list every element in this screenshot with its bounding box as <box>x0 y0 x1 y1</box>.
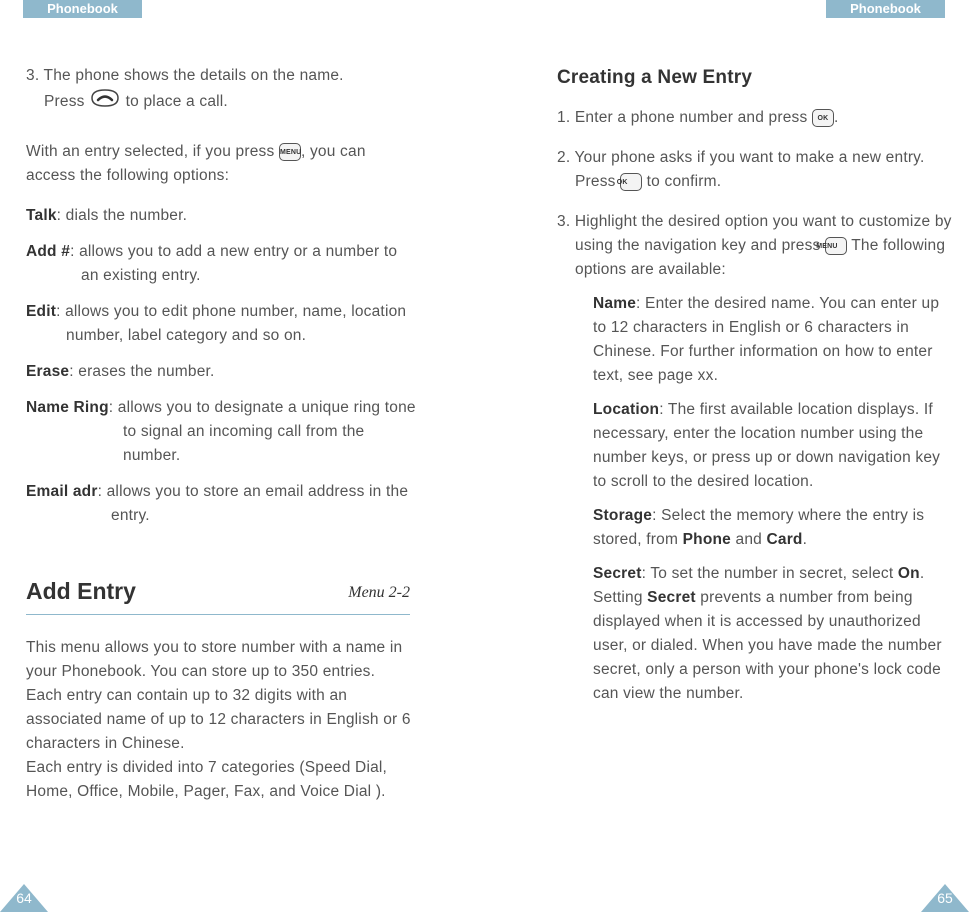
option-term: Add # <box>26 243 71 260</box>
option-desc: : erases the number. <box>69 363 215 380</box>
field-secret <box>593 562 952 706</box>
field-term: Name <box>593 295 637 312</box>
step-3 <box>557 210 952 282</box>
field-location <box>593 398 952 494</box>
left-column <box>26 64 416 528</box>
creating-entry-title: Creating a New Entry <box>557 67 753 88</box>
step-2 <box>557 146 952 194</box>
storage-card-label: Card <box>766 531 803 548</box>
step-2-text: 2. Your phone asks if you want to make a new entry. Press <box>557 149 925 190</box>
option-talk <box>26 204 416 228</box>
page-number-left <box>0 882 48 912</box>
field-term: Location <box>593 401 660 418</box>
option-edit <box>26 300 416 348</box>
page-number-text: 65 <box>937 890 953 906</box>
step-3-line: 3. The phone shows the details on the name. <box>26 67 344 84</box>
step-1-text: 1. Enter a phone number and press <box>557 109 808 126</box>
step-3-text: 3. Highlight the desired option you want to customize by using the navigation key and press <box>557 213 952 254</box>
secret-term-inline: Secret <box>647 589 696 606</box>
option-email <box>26 480 416 528</box>
field-desc: : Enter the desired name. You can enter up to 12 characters in English or 6 characters in Chinese. For further information on how to enter text, see page xx. <box>593 295 940 384</box>
field-desc: : The first available location displays. If necessary, enter the location number using the number keys, or press up or down navigation key to scroll to the desired location. <box>593 401 941 490</box>
field-term: Storage <box>593 507 653 524</box>
option-term: Email adr <box>26 483 98 500</box>
storage-end: . <box>802 531 808 548</box>
field-term: Secret <box>593 565 642 582</box>
add-entry-paragraph-2: Each entry is divided into 7 categories (Speed Dial, Home, Office, Mobile, Pager, Fax, and Voice Dial ). <box>26 759 388 800</box>
page-number-text: 64 <box>16 890 32 906</box>
secret-desc-b: . Setting <box>593 565 925 606</box>
step-1-end: . <box>833 109 839 126</box>
menu-key-icon: MENU <box>279 143 301 161</box>
option-term: Erase <box>26 363 70 380</box>
options-intro-text-b: , you can access the following options: <box>26 143 366 184</box>
field-desc: : Select the memory where the entry is stored, from <box>593 507 925 548</box>
field-desc: : To set the number in secret, select <box>641 565 894 582</box>
step-3-paragraph <box>26 64 416 116</box>
secret-on-label: On <box>897 565 920 582</box>
field-storage <box>593 504 952 552</box>
menu-reference: Menu 2-2 <box>348 584 410 601</box>
step-2-end: to confirm. <box>646 173 722 190</box>
step-3-end: The following options are available: <box>575 237 946 278</box>
option-desc: : allows you to add a new entry or a number to an existing entry. <box>70 243 398 284</box>
option-erase <box>26 360 416 384</box>
option-term: Talk <box>26 207 57 224</box>
step-1 <box>557 106 952 130</box>
header-tab-right: Phonebook <box>826 0 945 18</box>
ok-key-icon: OK <box>812 109 834 127</box>
storage-phone-label: Phone <box>682 531 731 548</box>
send-key-icon <box>89 88 121 116</box>
options-intro-text-a: With an entry selected, if you press <box>26 143 275 160</box>
add-entry-heading <box>26 578 410 615</box>
option-desc: : dials the number. <box>56 207 188 224</box>
right-column <box>557 64 952 706</box>
step-3-press-label: Press <box>44 93 85 111</box>
add-entry-paragraph-1: This menu allows you to store number with a name in your Phonebook. You can store up to 350 entries. Each entry can contain up to 32 digits with an associated name of up to 12 characters in English or 6 characters in Chinese. <box>26 639 411 752</box>
options-intro <box>26 140 416 188</box>
ok-key-icon: OK <box>620 173 642 191</box>
option-desc: : allows you to store an email address in the entry. <box>97 483 409 524</box>
page-number-right <box>921 882 969 912</box>
field-name <box>593 292 952 388</box>
option-term: Edit <box>26 303 57 320</box>
option-desc: : allows you to designate a unique ring tone to signal an incoming call from the number. <box>108 399 416 464</box>
option-add <box>26 240 416 288</box>
add-entry-body <box>26 636 411 804</box>
menu-key-icon: MENU <box>825 237 847 255</box>
field-options <box>557 292 952 706</box>
secret-desc-c: prevents a number from being displayed when it is accessed by unauthorized user, or dialed. When you have made the number secret, only a person with your phone's lock code can view the number. <box>593 589 942 702</box>
section-title: Add Entry <box>26 578 136 604</box>
header-tab-left: Phonebook <box>23 0 142 18</box>
storage-and: and <box>735 531 762 548</box>
option-term: Name Ring <box>26 399 109 416</box>
option-desc: : allows you to edit phone number, name, location number, label category and so on. <box>56 303 407 344</box>
option-name-ring <box>26 396 416 468</box>
step-3-after: to place a call. <box>125 93 228 111</box>
